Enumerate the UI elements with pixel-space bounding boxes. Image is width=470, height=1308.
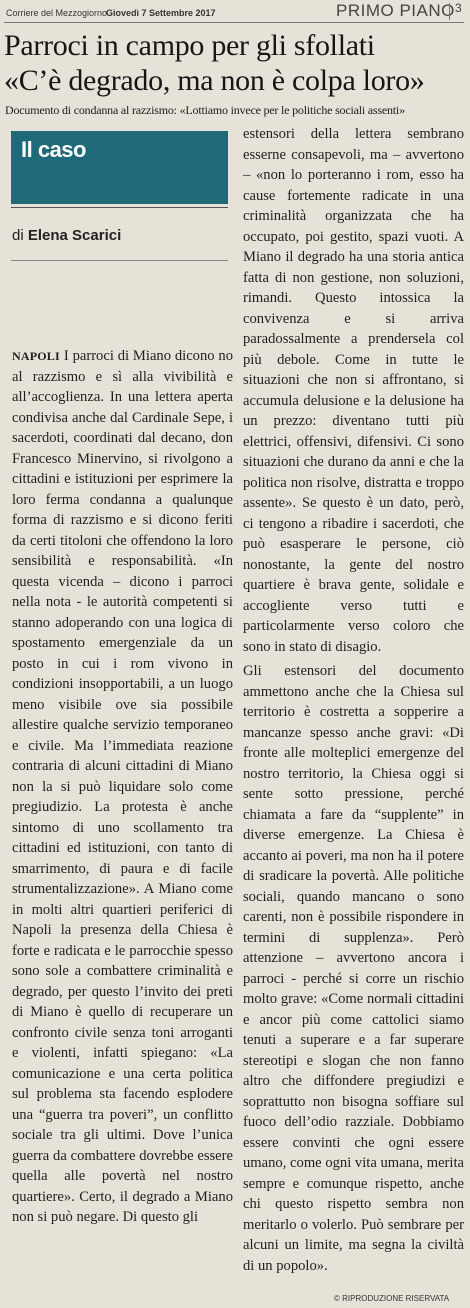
newspaper-name: Corriere del Mezzogiorno: [6, 8, 108, 18]
article-text: I parroci di Miano dicono no al razzismo e sì alla vivibilità e all’accoglienza. In una lettera aperta condivisa anche dal Cardinale Sepe, i sacerdoti, coordinati dal decano, don Francesco Minervino, si rivolgono a cittadini e istituzioni per esprimere la loro ferma condanna a qualunque forma di razzismo e si dicono feriti da certi titoloni che offendono la loro sensibilità e responsabilità. «In questa vicenda – dicono i parroci nella nota - le autorità competenti si stanno adoperando con una logica di spostamento emergenziale da un posto in cui i rom vivono in condizioni insopportabili, a un luogo meno visibile ove sia possibile allestire qualche servizio temporaneo e civile. Ma l’immediata reazione contraria di alcuni cittadini di Miano non la si può liquidare solo come pregiudizio. La protesta è anche sintomo di uno scollamento tra cittadini ed istituzioni, con tanto di smarrimento, di paura e di facile strumentalizzazione». A Miano come in molti altri quartieri periferici di Napoli la presenza della Chiesa è forte e radicata e le parrocchie spesso sono sole a combattere criminalità e degrado, per questo l’invito dei preti di Miano è quello di recuperare un confronto civile senza toni arroganti e violenti, infatti spiegano: «La comunicazione e una certa politica sul problema sta facendo esplodere una “guerra tra poveri”, un conflitto sociale tra gli ultimi. Dove l’unica guerra da combattere dovrebbe essere quella alle povertà nel nostro quartiere». Certo, il degrado a Miano non si può negare. Di questo gli: [12, 348, 233, 1225]
article-paragraph: estensori della lettera sembrano esserne consapevoli, ma – avvertono – «non lo porteranno i rom, esso ha cause fortemente radicate in una criminalità organizzata che ha occupato, poi gestito, spazi vuoti. A Miano il degrado ha una storia antica fatta di non gestione, non soluzioni, rimandi. Questo intossica la convivenza e si arriva paradossalmente a prendersela col più debole. Come in tutte le situazioni che non si affrontano, si accumula delusione e la delusione ha un prezzo: diventano tutti più elettrici, offensivi, difensivi. Ci sono situazioni che durano da anni e che la politica non risolve, distratta e troppo assente». Se questo è un dato, però, ci tengono a ribadire i sacerdoti, che può esasperare le persone, ciò nonostante, la gente del nostro quartiere è brava gente, solidale e accogliente verso tutti e particolarmente verso coloro che sono in stato di disagio.: [243, 126, 464, 655]
masthead: [4, 2, 464, 23]
subheadline: Documento di condanna al razzismo: «Lottiamo invece per le politiche sociali assenti»: [5, 103, 405, 117]
article-paragraph: [12, 346, 233, 1228]
box-divider: [11, 207, 228, 208]
byline: [12, 227, 121, 244]
headline: [4, 28, 466, 98]
byline-divider: [11, 260, 228, 261]
article-column-1: [12, 346, 233, 1228]
copyright-notice: © RIPRODUZIONE RISERVATA: [334, 1294, 450, 1303]
page-number: 3: [455, 1, 462, 15]
il-caso-label: Il caso: [21, 137, 86, 162]
dateline: NAPOLI: [12, 349, 60, 363]
headline-line-1: Parroci in campo per gli sfollati: [4, 29, 375, 62]
section-title: PRIMO PIANO: [336, 1, 455, 20]
il-caso-box: [11, 131, 228, 204]
byline-prefix: di: [12, 227, 24, 244]
headline-line-2: «C’è degrado, ma non è colpa loro»: [4, 64, 425, 97]
author-name: Elena Scarici: [27, 227, 122, 244]
masthead-divider: [449, 3, 450, 20]
issue-date: Giovedì 7 Settembre 2017: [106, 8, 216, 18]
article-paragraph: Gli estensori del documento ammettono anche che la Chiesa sul territorio è costretta a sopperire a mancanze spesso anche gravi: «Di fronte alle molteplici emergenze del nostro territorio, la Chiesa oggi si sente sotto pressione, perché chiamata a fare da “supplente” in diverse emergenze. La Chiesa è accanto ai poveri, ma non ha il potere di sradicare la povertà. Alle politiche sociali, quando mancano o sono carenti, non è possibile rispondere in termini di supplenza». Però attenzione – avvertono ancora i parroci - perché si corre un rischio molto grave: «Come normali cittadini e ancor più come cattolici siamo tenuti a superare e a far superare stereotipi e slogan che non fanno altro che diffondere pregiudizi e soprattutto non bisogna soffiare sul fuoco dell’odio razziale. Dobbiamo essere convinti che ogni essere umano, come ogni vita umana, merita sempre e comunque rispetto, anche chi questo rispetto sembra non meritarlo o volerlo. Può sembrare per alcuni un limite, ma segna la civiltà di un popolo».: [243, 663, 464, 1274]
article-column-2: [243, 124, 464, 1276]
